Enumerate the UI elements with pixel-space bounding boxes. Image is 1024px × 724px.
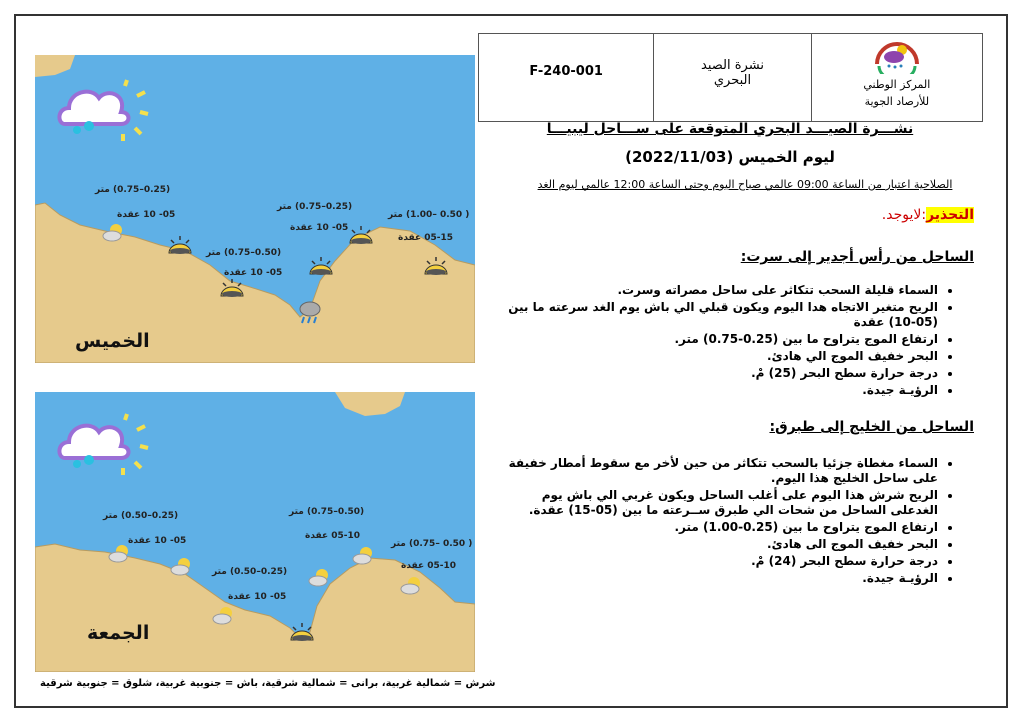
form-code: F-240-001 [529, 64, 603, 79]
org-cell [811, 34, 982, 121]
wind-direction-legend: شرش = شمالية غربية، برانى = شمالية شرقية، باش = جنوبية غربية، شلوق = جنوبية شرقية [40, 678, 496, 689]
partly-cloudy-icon [352, 545, 376, 565]
map2-wave-label: (0.50–0.75) متر [289, 507, 365, 517]
map2-wave-label: (0.25–0.50) متر [212, 567, 288, 577]
bulletin-name-line2: البحري [713, 73, 752, 88]
map2-wave-label: (0.25–0.50) متر [103, 511, 179, 521]
sun-cloud-icon [289, 622, 315, 642]
map1-wave-label: ( 0.50 –1.00) متر [388, 210, 470, 220]
org-name-line2: للأرصاد الجوية [864, 95, 930, 108]
partly-cloudy-icon [102, 222, 126, 242]
rain-cloud-sun-icon [55, 412, 150, 477]
partly-cloudy-icon [108, 543, 132, 563]
validity-period: الصلاحية اعتبار من الساعة 09:00 عالمي صباح اليوم وحتى الساعة 12:00 عالمي ليوم الغد [537, 178, 953, 191]
list-item: • السماء مغطاة جزئيا بالسحب تتكاثر من حين لأخر مع سقوط أمطار خفيفة على ساحل الخليج هذا اليوم. [498, 456, 938, 486]
list-item: • الرؤيـة جيدة. [498, 571, 938, 586]
section2-heading: الساحل من الخليج إلى طبرق: [769, 419, 974, 435]
sun-cloud-icon [219, 278, 245, 298]
sun-cloud-icon [308, 256, 334, 276]
sun-cloud-icon [348, 225, 374, 245]
map1-wave-label: (0.25–0.75) متر [277, 202, 353, 212]
form-code-cell [479, 34, 653, 121]
list-item: • ارتفاع الموج يتراوح ما بين (0.25-0.75) متر. [498, 332, 938, 347]
map2-day-label: الجمعة [87, 622, 150, 644]
bulletin-name-line1: نشرة الصيد [701, 58, 764, 73]
sun-cloud-icon [167, 235, 193, 255]
list-item: • درجة حرارة سطح البحر (24) مْ. [498, 554, 938, 569]
header-table [478, 33, 983, 122]
rain-cloud-sun-icon [55, 78, 150, 143]
list-item: • الرؤيـة جيدة. [498, 383, 938, 398]
partly-cloudy-icon [212, 605, 236, 625]
list-item: • البحر خفيف الموج الي هادئ. [498, 349, 938, 364]
map1-wave-label: (0.50–0.75) متر [206, 248, 282, 258]
warning-label: التحذير [926, 207, 974, 223]
map1-wave-label: (0.25–0.75) متر [95, 185, 171, 195]
list-item: • ارتفاع الموج يتراوح ما بين (0.25-1.00) متر. [498, 520, 938, 535]
map1-wind-label: 05- 10 عقدة [117, 210, 176, 220]
list-item: • الريح شرش هذا اليوم على أغلب الساحل ويكون غربي الي باش يوم الغدعلى الساحل من شحات الي طبرق ســرعته ما بين (05-15) عقدة. [498, 488, 938, 518]
list-item: • درجة حرارة سطح البحر (25) مْ. [498, 366, 938, 381]
partly-cloudy-icon [400, 575, 424, 595]
map1-wind-label: 05- 10 عقدة [290, 223, 349, 233]
list-item: • الريح متغير الاتجاه هدا اليوم ويكون قبلي الي باش يوم الغد سرعته ما بين (05-10) عقدة [498, 300, 938, 330]
org-name-line1: المركز الوطني [863, 78, 931, 91]
map1-wind-label: 05-15 عقدة [398, 233, 454, 243]
map1-day-label: الخميس [75, 330, 150, 352]
warning-line [882, 207, 974, 223]
weather-center-logo-icon [869, 36, 925, 74]
forecast-date: ليوم الخميس (2022/11/03) [625, 148, 835, 166]
section2-list [498, 456, 956, 588]
list-item: • البحر خفيف الموج الى هادئ. [498, 537, 938, 552]
list-item: • السماء قليلة السحب تتكاثر على ساحل مصراته وسرت. [498, 283, 938, 298]
partly-cloudy-icon [308, 567, 332, 587]
map2-wind-label: 05-10 عقدة [305, 531, 361, 541]
rain-cloud-icon [298, 300, 322, 326]
section1-list [498, 283, 956, 400]
map1-wind-label: 05- 10 عقدة [224, 268, 283, 278]
page-title: نشـــرة الصيـــد البحري المتوقعة على ســـاحل ليبيـــا [546, 121, 914, 137]
warning-value: :لايوجد. [881, 207, 927, 223]
bulletin-name-cell [653, 34, 810, 121]
sun-cloud-icon [423, 256, 449, 276]
map2-wave-label: ( 0.50 –0.75) متر [391, 539, 473, 549]
map2-wind-label: 05- 10 عقدة [128, 536, 187, 546]
map2-wind-label: 05-10 عقدة [401, 561, 457, 571]
section1-heading: الساحل من رأس أجدير إلى سرت: [740, 249, 974, 265]
map2-wind-label: 05- 10 عقدة [228, 592, 287, 602]
partly-cloudy-icon [170, 556, 194, 576]
